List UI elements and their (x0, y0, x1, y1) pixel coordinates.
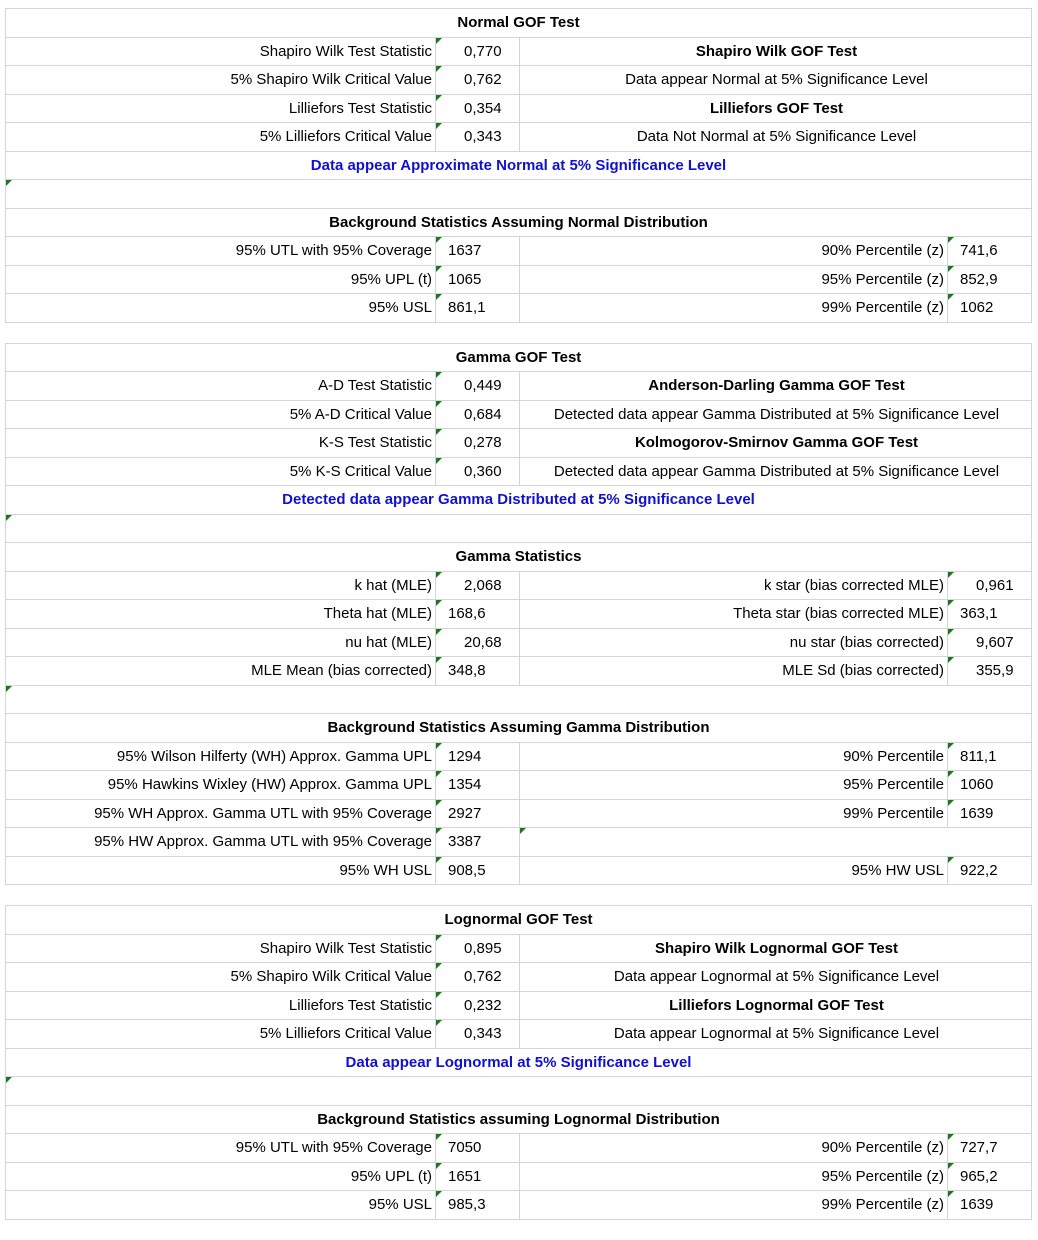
cell-comment-marker (948, 743, 954, 749)
blank-row[interactable] (6, 1077, 1031, 1106)
stat-label: nu star (bias corrected) (789, 633, 944, 651)
cell-comment-marker (436, 66, 442, 72)
test-result: Data appear Normal at 5% Significance Level (625, 71, 928, 88)
empty-cell[interactable] (520, 828, 947, 856)
cell-comment-marker (436, 1020, 442, 1026)
cell-comment-marker (436, 629, 442, 635)
table-row[interactable] (6, 572, 1031, 601)
stat-label: 5% K-S Critical Value (289, 462, 432, 480)
blank-row[interactable] (6, 180, 1031, 209)
stat-value[interactable]: 0,762 (435, 963, 520, 991)
stat-value[interactable]: 1065 (435, 266, 520, 294)
table-row[interactable] (6, 800, 1031, 829)
cell-comment-marker (948, 800, 954, 806)
table-row[interactable] (6, 38, 1031, 67)
gamma-gof-title[interactable]: Gamma GOF Test (6, 344, 1031, 373)
stat-value[interactable]: 2,068 (435, 572, 520, 600)
stat-value[interactable]: 1354 (435, 771, 520, 799)
cell-comment-marker (948, 572, 954, 578)
stat-label: 95% USL (368, 1196, 432, 1213)
table-row[interactable] (6, 1020, 1031, 1049)
stat-label: 95% Hawkins Wixley (HW) Approx. Gamma UPL (107, 776, 432, 793)
stat-value[interactable]: 9,607 (947, 629, 1033, 657)
stat-value[interactable]: 168,6 (435, 600, 520, 628)
stat-label: nu hat (MLE) (345, 633, 432, 651)
table-row[interactable] (6, 294, 1031, 323)
stat-value[interactable]: 1639 (947, 800, 1033, 828)
cell-comment-marker (948, 294, 954, 300)
test-heading: Kolmogorov-Smirnov Gamma GOF Test (634, 434, 919, 451)
stat-label: 5% Lilliefors Critical Value (259, 128, 432, 145)
stat-label: Lilliefors Test Statistic (288, 996, 432, 1014)
stat-value[interactable]: 0,232 (435, 992, 520, 1020)
cell-comment-marker (948, 1163, 954, 1169)
test-result: Data appear Lognormal at 5% Significance Level (613, 968, 940, 985)
stat-label: MLE Mean (bias corrected) (251, 662, 432, 679)
cell-comment-marker (948, 237, 954, 243)
stat-value[interactable]: 0,278 (435, 429, 520, 457)
stat-label: k star (bias corrected MLE) (763, 576, 944, 594)
stat-value[interactable]: 0,895 (435, 935, 520, 963)
stat-value[interactable]: 1060 (947, 771, 1033, 799)
stat-value[interactable]: 0,961 (947, 572, 1033, 600)
table-row[interactable] (6, 372, 1031, 401)
stat-label: 95% Percentile (843, 776, 944, 793)
cell-comment-marker (436, 963, 442, 969)
cell-comment-marker (6, 180, 12, 186)
cell-comment-marker (948, 771, 954, 777)
stat-value[interactable]: 1637 (435, 237, 520, 265)
blank-row[interactable] (6, 686, 1031, 715)
cell-comment-marker (436, 266, 442, 272)
cell-comment-marker (436, 95, 442, 101)
stat-value[interactable]: 0,343 (435, 123, 520, 151)
cell-comment-marker (436, 1163, 442, 1169)
test-result: Data appear Lognormal at 5% Significance Level (613, 1025, 940, 1042)
stat-value[interactable]: 1651 (435, 1163, 520, 1191)
stat-value[interactable]: 0,343 (435, 1020, 520, 1048)
stat-label: 95% WH USL (339, 861, 432, 879)
gamma-gof-section (5, 343, 1032, 886)
stat-label: 95% UTL with 95% Coverage (235, 242, 432, 259)
stat-value[interactable]: 852,9 (947, 266, 1033, 294)
stat-value[interactable]: 348,8 (435, 657, 520, 685)
cell-comment-marker (948, 266, 954, 272)
stat-label: 90% Percentile (z) (821, 242, 944, 259)
test-heading: Lilliefors Lognormal GOF Test (669, 996, 884, 1014)
cell-comment-marker (436, 935, 442, 941)
table-row[interactable] (6, 828, 1031, 857)
stat-label: 5% Lilliefors Critical Value (259, 1025, 432, 1042)
cell-comment-marker (948, 1134, 954, 1140)
stat-label: 90% Percentile (z) (821, 1139, 944, 1156)
spreadsheet (5, 8, 1032, 1240)
table-row[interactable] (6, 123, 1031, 152)
normal-bg-title[interactable]: Background Statistics Assuming Normal Distribution (6, 209, 1031, 238)
table-row[interactable] (6, 629, 1031, 658)
stat-label: 99% Percentile (z) (821, 299, 944, 316)
cell-comment-marker (436, 38, 442, 44)
stat-value[interactable]: 363,1 (947, 600, 1033, 628)
cell-comment-marker (948, 857, 954, 863)
stat-value[interactable]: 1294 (435, 743, 520, 771)
stat-label: 5% Shapiro Wilk Critical Value (230, 968, 432, 985)
normal-gof-title[interactable]: Normal GOF Test (6, 9, 1031, 38)
stat-label: 99% Percentile (z) (821, 1196, 944, 1213)
stat-label: k hat (MLE) (354, 576, 432, 594)
cell-comment-marker (6, 686, 12, 692)
stat-value[interactable]: 0,762 (435, 66, 520, 94)
cell-comment-marker (436, 1134, 442, 1140)
cell-comment-marker (436, 743, 442, 749)
table-row[interactable] (6, 237, 1031, 266)
stat-label: 95% UPL (t) (350, 270, 432, 288)
stat-value[interactable]: 0,770 (435, 38, 520, 66)
stat-label: Shapiro Wilk Test Statistic (259, 939, 432, 957)
stat-label: Shapiro Wilk Test Statistic (259, 42, 432, 60)
table-row[interactable] (6, 1134, 1031, 1163)
table-row[interactable] (6, 657, 1031, 686)
stat-value[interactable]: 2927 (435, 800, 520, 828)
stat-label: Theta hat (MLE) (323, 605, 432, 622)
stat-label: 99% Percentile (843, 804, 944, 822)
test-heading: Anderson-Darling Gamma GOF Test (648, 377, 905, 394)
test-heading: Shapiro Wilk Lognormal GOF Test (655, 939, 898, 957)
table-row[interactable] (6, 66, 1031, 95)
cell-comment-marker (6, 1077, 12, 1083)
cell-comment-marker (948, 600, 954, 606)
table-row[interactable] (6, 857, 1031, 886)
cell-comment-marker (436, 237, 442, 243)
cell-comment-marker (436, 800, 442, 806)
stat-label: 90% Percentile (843, 747, 944, 765)
normal-gof-section (5, 8, 1032, 323)
table-row[interactable] (6, 992, 1031, 1021)
stat-label: 95% HW Approx. Gamma UTL with 95% Coverage (94, 833, 432, 850)
cell-comment-marker (948, 657, 954, 663)
cell-comment-marker (436, 600, 442, 606)
cell-comment-marker (436, 429, 442, 435)
cell-comment-marker (436, 572, 442, 578)
stat-value[interactable]: 922,2 (947, 857, 1033, 885)
cell-comment-marker (436, 372, 442, 378)
table-row[interactable] (6, 266, 1031, 295)
stat-label: Theta star (bias corrected MLE) (733, 605, 944, 622)
stat-label: 95% USL (368, 299, 432, 316)
table-row[interactable] (6, 429, 1031, 458)
test-heading: Shapiro Wilk GOF Test (695, 42, 858, 60)
blank-row[interactable] (6, 515, 1031, 544)
cell-comment-marker (436, 771, 442, 777)
cell-comment-marker (436, 1191, 442, 1197)
lognormal-bg-title[interactable]: Background Statistics assuming Lognormal Distribution (6, 1106, 1031, 1135)
stat-value[interactable]: 0,449 (435, 372, 520, 400)
table-row[interactable] (6, 963, 1031, 992)
table-row[interactable] (6, 771, 1031, 800)
stat-label: 95% HW USL (851, 861, 944, 879)
stat-value[interactable]: 1639 (947, 1191, 1033, 1219)
stat-label: 5% Shapiro Wilk Critical Value (230, 71, 432, 88)
cell-comment-marker (436, 657, 442, 663)
lognormal-conclusion[interactable]: Data appear Lognormal at 5% Significance Level (6, 1049, 1031, 1078)
cell-comment-marker (948, 629, 954, 635)
test-result: Detected data appear Gamma Distributed at 5% Significance Level (553, 462, 1000, 480)
cell-comment-marker (948, 1191, 954, 1197)
gamma-stats-title[interactable]: Gamma Statistics (6, 543, 1031, 572)
stat-value[interactable]: 3387 (435, 828, 520, 856)
cell-comment-marker (436, 828, 442, 834)
table-row[interactable] (6, 743, 1031, 772)
stat-value[interactable]: 1062 (947, 294, 1033, 322)
stat-label: Lilliefors Test Statistic (288, 99, 432, 117)
stat-label: 5% A-D Critical Value (289, 405, 432, 423)
stat-value[interactable]: 0,684 (435, 401, 520, 429)
test-result: Detected data appear Gamma Distributed at 5% Significance Level (553, 405, 1000, 423)
table-row[interactable] (6, 1163, 1031, 1192)
stat-label: MLE Sd (bias corrected) (782, 662, 944, 679)
cell-comment-marker (6, 515, 12, 521)
stat-label: 95% WH Approx. Gamma UTL with 95% Coverage (94, 804, 432, 822)
test-result: Data Not Normal at 5% Significance Level (636, 128, 917, 145)
stat-value[interactable]: 861,1 (435, 294, 520, 322)
lognormal-gof-title[interactable]: Lognormal GOF Test (6, 906, 1031, 935)
table-row[interactable] (6, 95, 1031, 124)
table-row[interactable] (6, 935, 1031, 964)
lognormal-gof-section (5, 905, 1032, 1220)
cell-comment-marker (436, 857, 442, 863)
stat-value[interactable]: 727,7 (947, 1134, 1033, 1162)
normal-conclusion[interactable]: Data appear Approximate Normal at 5% Significance Level (6, 152, 1031, 181)
stat-value[interactable]: 965,2 (947, 1163, 1033, 1191)
cell-comment-marker (520, 828, 526, 834)
stat-label: 95% UTL with 95% Coverage (235, 1139, 432, 1156)
gamma-conclusion[interactable]: Detected data appear Gamma Distributed at 5% Significance Level (6, 486, 1031, 515)
stat-value[interactable]: 20,68 (435, 629, 520, 657)
stat-value[interactable]: 0,354 (435, 95, 520, 123)
stat-value[interactable]: 0,360 (435, 458, 520, 486)
table-row[interactable] (6, 401, 1031, 430)
stat-value[interactable]: 741,6 (947, 237, 1033, 265)
test-heading: Lilliefors GOF Test (709, 99, 844, 117)
cell-comment-marker (436, 294, 442, 300)
cell-comment-marker (436, 123, 442, 129)
cell-comment-marker (436, 458, 442, 464)
stat-label: 95% Wilson Hilferty (WH) Approx. Gamma UPL (116, 747, 432, 765)
stat-value[interactable]: 811,1 (947, 743, 1033, 771)
stat-label: 95% Percentile (z) (821, 1167, 944, 1185)
stat-label: A-D Test Statistic (318, 377, 432, 394)
stat-value[interactable]: 7050 (435, 1134, 520, 1162)
cell-comment-marker (436, 401, 442, 407)
stat-label: 95% UPL (t) (350, 1167, 432, 1185)
stat-value[interactable]: 355,9 (947, 657, 1033, 685)
stat-value[interactable]: 985,3 (435, 1191, 520, 1219)
stat-label: 95% Percentile (z) (821, 270, 944, 288)
table-row[interactable] (6, 1191, 1031, 1220)
table-row[interactable] (6, 600, 1031, 629)
cell-comment-marker (436, 992, 442, 998)
gamma-bg-title[interactable]: Background Statistics Assuming Gamma Distribution (6, 714, 1031, 743)
stat-label: K-S Test Statistic (318, 434, 432, 451)
stat-value[interactable]: 908,5 (435, 857, 520, 885)
table-row[interactable] (6, 458, 1031, 487)
